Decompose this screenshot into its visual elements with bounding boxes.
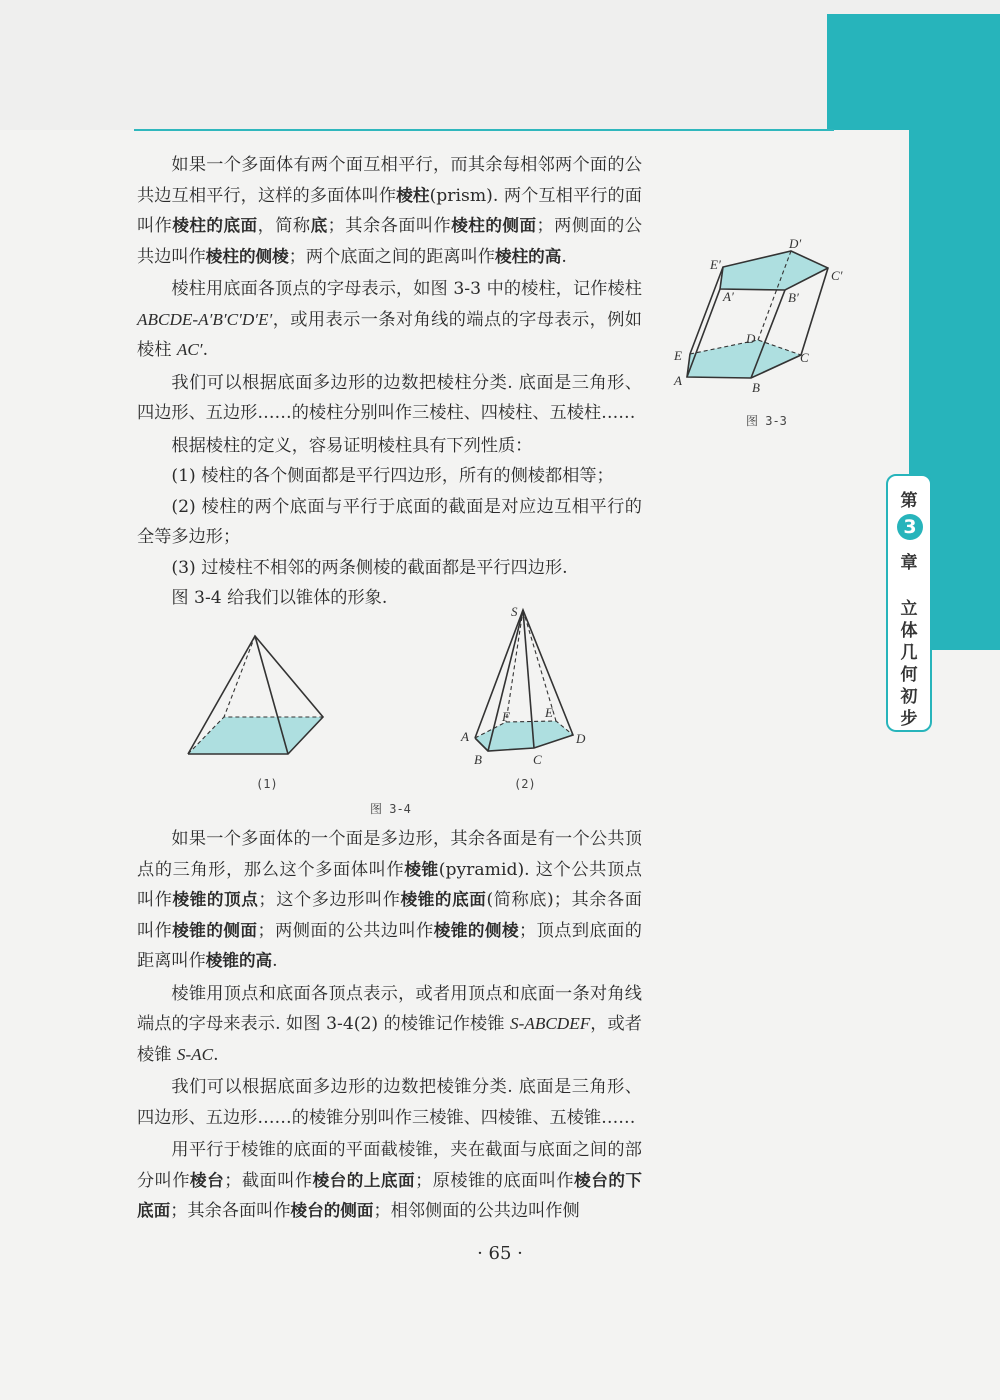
figure-3-3-caption: 图 3-3 [746, 414, 787, 428]
pyramid2-label-d: D [576, 731, 586, 746]
pyramid2-label-a: A [461, 729, 469, 744]
pyramid2-label-e: E [545, 705, 553, 720]
pyramid1-hidden-lateral [224, 636, 255, 717]
frustum-definition: 用平行于棱锥的底面的平面截棱锥，夹在截面与底面之间的部分叫作棱台；截面叫作棱台的上底面；原棱锥的底面叫作棱台的下底面；其余各面叫作棱台的侧面；相邻侧面的公共边叫作侧 [137, 1140, 642, 1221]
prism-section [137, 150, 642, 614]
pyramid-classification: 我们可以根据底面多边形的边数把棱锥分类. 底面是三角形、四边形、五边形……的棱锥分别叫作三棱锥、四棱锥、五棱锥…… [137, 1077, 642, 1128]
pyramid-section [137, 824, 642, 1227]
chapter-title-char-1: 立 [900, 599, 918, 619]
prism-label-b: B [752, 380, 760, 395]
prism-label-a: A [674, 373, 682, 388]
figure-3-3-prism [660, 230, 860, 400]
chapter-tab[interactable] [886, 474, 932, 732]
prism-label-b1: B′ [788, 290, 799, 305]
prism-label-c1: C′ [831, 268, 843, 283]
figure-3-4-1-caption: (1) [256, 777, 278, 791]
page-number: · 65 · [477, 1243, 523, 1264]
prism-label-d: D [746, 331, 756, 346]
prism-label-e1: E′ [710, 257, 721, 272]
prism-properties-intro: 根据棱柱的定义，容易证明棱柱具有下列性质： [171, 435, 533, 456]
prism-classification: 我们可以根据底面多边形的边数把棱柱分类. 底面是三角形、四边形、五边形……的棱柱分别叫作三棱柱、四棱柱、五棱柱…… [137, 372, 642, 423]
pyramid-intro: 图 3-4 给我们以锥体的形象. [171, 588, 388, 608]
prism-label-a1: A′ [723, 289, 734, 304]
prism-notation: 棱柱用底面各顶点的字母表示，如图 3-3 中的棱柱，记作棱柱 ABCDE-A′B′C′D′E′，或用表示一条对角线的端点的字母表示，例如棱柱 AC′. [137, 279, 642, 360]
prism-label-d1: D′ [789, 236, 802, 251]
chapter-title-char-6: 步 [900, 709, 918, 729]
figure-3-4-1-pyramid [180, 630, 340, 765]
chapter-number-badge: 3 [897, 514, 923, 540]
pyramid2-label-c: C [533, 752, 542, 767]
pyramid2-label-b: B [474, 752, 482, 767]
chapter-title-char-2: 体 [900, 621, 918, 641]
pyramid2-label-f: F [502, 709, 510, 724]
figure-3-4-caption: 图 3-4 [370, 802, 411, 816]
chapter-title-char-3: 几 [900, 643, 918, 663]
figure-3-4-2-caption: (2) [514, 777, 536, 791]
prism-label-e: E [674, 348, 682, 363]
prism-property-3: (3) 过棱柱不相邻的两条侧棱的截面都是平行四边形. [171, 557, 568, 578]
prism-top-face [720, 251, 828, 290]
pyramid-definition: 如果一个多面体的一个面是多边形，其余各面是有一个公共顶点的三角形，那么这个多面体叫作棱锥(pyramid). 这个公共顶点叫作棱锥的顶点；这个多边形叫作棱锥的底面(简称底)；其余各面叫作棱锥的侧面；两侧面的公共边叫作棱锥的侧棱；顶点到底面的距离叫作棱锥的高. [137, 829, 642, 971]
prism-property-2: (2) 棱柱的两个底面与平行于底面的截面是对应边互相平行的全等多边形； [137, 496, 642, 547]
pyramid1-base [188, 717, 323, 754]
chapter-color-block [827, 14, 1000, 130]
prism-property-1: (1) 棱柱的各个侧面都是平行四边形，所有的侧棱都相等； [171, 466, 614, 486]
pyramid2-label-s: S [511, 604, 518, 619]
header-rule [134, 129, 834, 131]
chapter-prefix: 第 [900, 491, 918, 511]
prism-label-c: C [800, 350, 809, 365]
figure-3-4-2-pyramid [455, 600, 605, 770]
chapter-title-char-5: 初 [900, 687, 918, 707]
chapter-title-char-4: 何 [900, 665, 918, 685]
pyramid-notation: 棱锥用顶点和底面各顶点表示，或者用顶点和底面一条对角线端点的字母来表示. 如图 3-4(2) 的棱锥记作棱锥 S-ABCDEF，或者棱锥 S-AC. [137, 983, 642, 1065]
prism-definition: 如果一个多面体有两个面互相平行，而其余每相邻两个面的公共边互相平行，这样的多面体叫作棱柱(prism). 两个互相平行的面叫作棱柱的底面，简称底；其余各面叫作棱柱的侧面；两侧面的公共边叫作棱柱的侧棱；两个底面之间的距离叫作棱柱的高. [137, 155, 642, 267]
prism-bottom-face [687, 340, 801, 378]
chapter-suffix: 章 [900, 553, 918, 573]
